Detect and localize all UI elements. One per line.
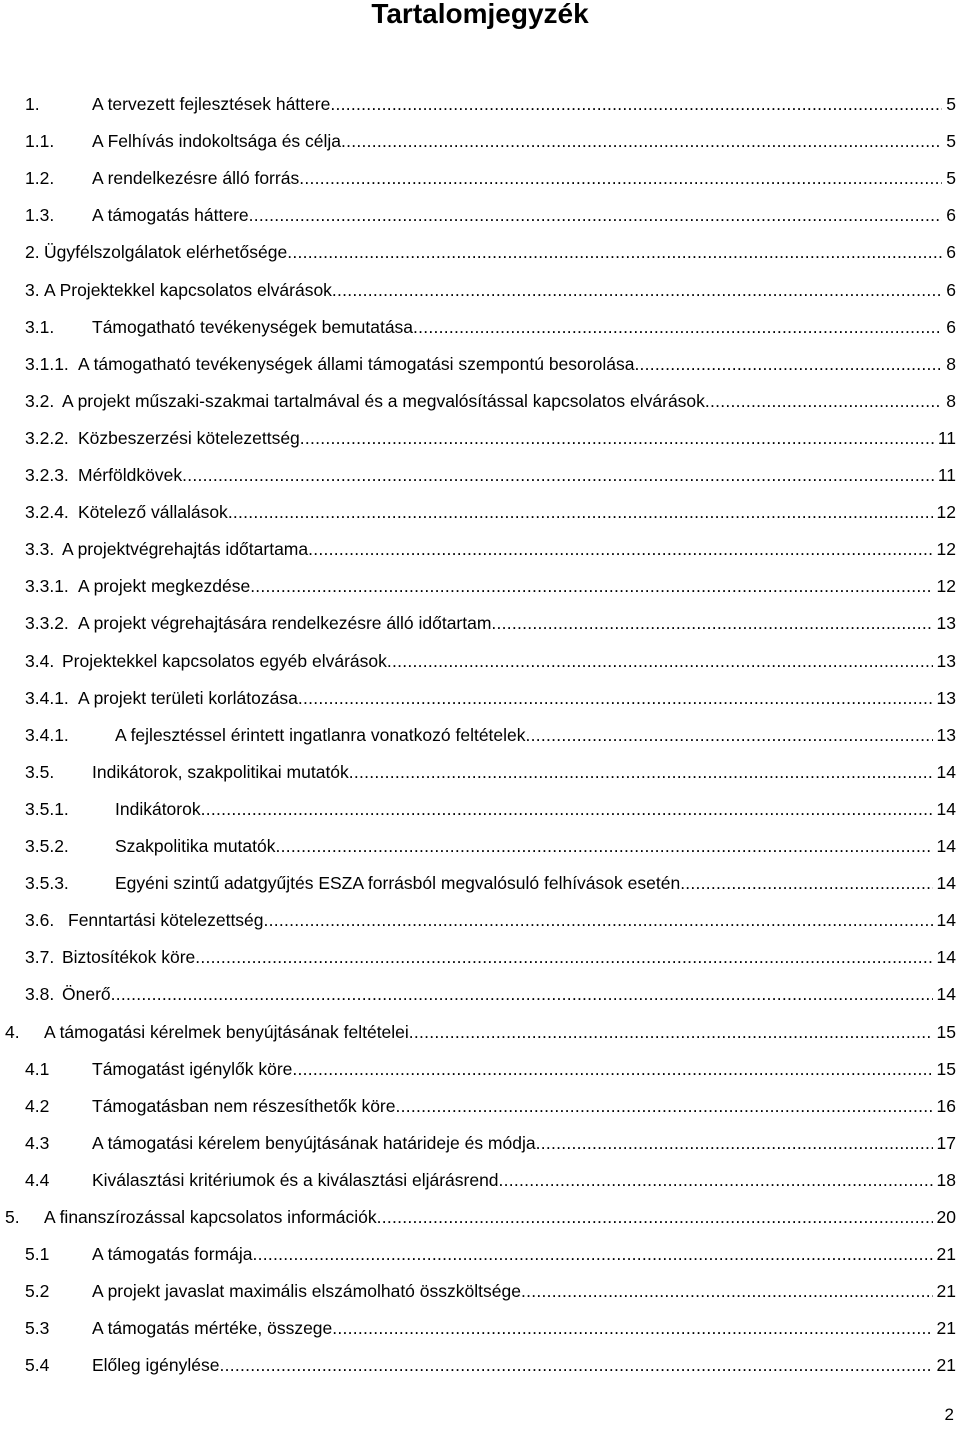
toc-entry-number: 4.	[5, 1021, 20, 1042]
toc-entry-number: 3.3.2.	[25, 613, 69, 634]
toc-entry[interactable]	[0, 945, 960, 969]
toc-entry-label: A támogatás mértéke, összege	[92, 1318, 333, 1339]
toc-entry-label: A projekt területi korlátozása	[78, 687, 298, 708]
toc-entry[interactable]	[0, 1242, 960, 1266]
toc-entry-label: A rendelkezésre álló forrás	[92, 168, 300, 189]
toc-entry-label: Ügyfélszolgálatok elérhetősége	[44, 242, 288, 263]
toc-entry-number: 3.1.	[25, 316, 55, 337]
toc-entry-page: 13	[936, 613, 956, 634]
toc-dot-leader	[680, 871, 932, 895]
toc-entry-label: A tervezett fejlesztések háttere	[92, 94, 331, 114]
toc-entry-page: 14	[936, 947, 956, 968]
toc-entry-number: 3.3.	[25, 539, 55, 560]
toc-dot-leader	[413, 315, 942, 339]
toc-dot-leader	[195, 945, 932, 969]
toc-dot-leader	[377, 1205, 933, 1229]
toc-entry-number: 3.4.	[25, 650, 55, 671]
toc-entry[interactable]	[0, 1094, 960, 1118]
toc-entry-page: 13	[936, 724, 956, 745]
toc-entry[interactable]	[0, 649, 960, 673]
toc-entry-label: Indikátorok	[115, 798, 201, 819]
toc-dot-leader	[341, 129, 942, 153]
toc-entry-number: 3.2.4.	[25, 502, 69, 523]
toc-entry-label: Mérföldkövek	[78, 465, 183, 485]
toc-entry[interactable]	[0, 537, 960, 561]
toc-dot-leader	[332, 1316, 932, 1340]
toc-entry[interactable]	[0, 1316, 960, 1340]
toc-dot-leader	[499, 1168, 933, 1192]
toc-entry-label: Indikátorok, szakpolitikai mutatók	[92, 761, 349, 782]
toc-entry[interactable]	[0, 834, 960, 858]
toc-entry-number: 3.6.	[25, 910, 55, 931]
toc-dot-leader	[536, 1131, 933, 1155]
toc-entry[interactable]	[0, 166, 960, 190]
toc-entry-number: 4.4	[25, 1169, 50, 1190]
toc-entry-label: A támogatás háttere	[92, 205, 249, 226]
toc-entry-label: A fejlesztéssel érintett ingatlanra vonatkozó feltételek	[115, 724, 526, 745]
toc-entry[interactable]	[0, 240, 960, 264]
toc-entry-page: 18	[936, 1169, 956, 1190]
toc-entry-label: A projekt megkezdése	[78, 576, 251, 597]
toc-entry-number: 4.2	[25, 1095, 50, 1116]
toc-entry-label: A projektvégrehajtás időtartama	[62, 539, 309, 560]
toc-dot-leader	[332, 278, 942, 302]
toc-dot-leader	[409, 1020, 933, 1044]
toc-dot-leader	[264, 908, 933, 932]
toc-entry[interactable]	[0, 1279, 960, 1303]
toc-entry-page: 21	[936, 1281, 956, 1302]
toc-entry-page: 15	[936, 1058, 956, 1079]
page-title: Tartalomjegyzék	[371, 0, 589, 29]
toc-entry-page: 6	[946, 279, 956, 300]
toc-entry-label: Szakpolitika mutatók	[115, 836, 276, 856]
toc-entry-number: 4.1	[25, 1058, 50, 1079]
toc-entry-page: 11	[937, 465, 956, 485]
toc-dot-leader	[298, 686, 933, 710]
toc-entry-label: Közbeszerzési kötelezettség	[78, 427, 300, 448]
toc-entry-label: Támogatható tevékenységek bemutatása	[92, 316, 414, 337]
toc-entry-label: Fenntartási kötelezettség	[68, 910, 264, 931]
toc-dot-leader	[308, 537, 932, 561]
toc-entry[interactable]	[0, 203, 960, 227]
toc-entry[interactable]	[0, 982, 960, 1006]
toc-entry[interactable]	[0, 611, 960, 635]
toc-entry[interactable]	[0, 426, 960, 450]
toc-entry[interactable]	[0, 797, 960, 821]
toc-entry[interactable]	[0, 500, 960, 524]
toc-entry-number: 3.5.	[25, 761, 55, 782]
toc-entry-label: A projekt végrehajtására rendelkezésre álló időtartam	[78, 613, 492, 634]
toc-entry-number: 5.4	[25, 1355, 50, 1376]
toc-entry-label: A támogatási kérelmek benyújtásának feltételei	[44, 1021, 409, 1042]
toc-dot-leader	[276, 834, 933, 858]
page-number: 2	[944, 1405, 954, 1424]
toc-entry-page: 13	[936, 687, 956, 708]
toc-entry[interactable]	[0, 574, 960, 598]
toc-dot-leader	[219, 1353, 932, 1377]
toc-entry-number: 5.2	[25, 1281, 50, 1302]
toc-entry[interactable]	[0, 760, 960, 784]
toc-entry[interactable]	[0, 389, 960, 413]
toc-entry[interactable]	[0, 1020, 960, 1044]
toc-dot-leader	[228, 500, 933, 524]
toc-entry-number: 3.5.1.	[25, 798, 69, 819]
toc-entry-number: 3.5.3.	[25, 873, 69, 894]
toc-entry-page: 5	[946, 168, 956, 189]
toc-dot-leader	[521, 1279, 933, 1303]
toc-entry[interactable]	[0, 1353, 960, 1377]
toc-entry-page: 14	[936, 798, 956, 819]
toc-dot-leader	[249, 203, 943, 227]
toc-entry-label: A támogatás formája	[92, 1244, 253, 1265]
toc-dot-leader	[250, 574, 932, 598]
toc-entry[interactable]	[0, 723, 960, 747]
toc-entry-page: 8	[946, 353, 956, 374]
toc-entry-number: 3.3.1.	[25, 576, 69, 597]
toc-dot-leader	[111, 982, 933, 1006]
toc-entry-label: A támogatási kérelem benyújtásának határideje és módja	[92, 1132, 536, 1153]
toc-entry-label: A Projektekkel kapcsolatos elvárások	[44, 279, 332, 300]
toc-entry-page: 16	[936, 1095, 956, 1116]
toc-entry-label: Önerő	[62, 984, 111, 1005]
toc-entry[interactable]	[0, 1168, 960, 1192]
toc-entry-number: 3.7.	[25, 947, 55, 968]
toc-entry-number: 5.	[5, 1207, 20, 1227]
toc-entry[interactable]	[0, 129, 960, 153]
toc-entry-page: 14	[936, 984, 956, 1005]
toc-dot-leader	[300, 426, 934, 450]
toc-entry[interactable]	[0, 463, 960, 487]
toc-entry-page: 12	[936, 502, 956, 523]
toc-entry-page: 14	[936, 910, 956, 931]
toc-entry[interactable]	[0, 871, 960, 895]
toc-entry-label: A projekt javaslat maximális elszámolható összköltsége	[92, 1281, 521, 1302]
toc-entry-label: A Felhívás indokoltsága és célja	[92, 131, 342, 152]
toc-entry-label: A finanszírozással kapcsolatos információk	[44, 1207, 377, 1227]
toc-entry[interactable]	[0, 315, 960, 339]
toc-entry-page: 6	[946, 205, 956, 226]
toc-entry-number: 3.2.	[25, 390, 55, 411]
toc-dot-leader	[491, 611, 932, 635]
toc-entry-page: 6	[946, 316, 956, 337]
toc-entry-number: 4.3	[25, 1132, 50, 1153]
toc-entry-number: 3.4.1.	[25, 687, 69, 708]
toc-dot-leader	[349, 760, 933, 784]
toc-entry-page: 12	[936, 576, 956, 597]
toc-entry[interactable]	[0, 1205, 960, 1229]
toc-dot-leader	[705, 389, 942, 413]
toc-entry-label: Támogatásban nem részesíthetők köre	[92, 1095, 396, 1116]
toc-dot-leader	[396, 1094, 933, 1118]
toc-entry-page: 5	[946, 131, 956, 152]
toc-entry[interactable]	[0, 908, 960, 932]
toc-entry-number: 3.5.2.	[25, 836, 69, 856]
toc-entry[interactable]	[0, 92, 960, 116]
toc-entry-label: Kiválasztási kritériumok és a kiválasztási eljárásrend	[92, 1169, 499, 1190]
toc-dot-leader	[292, 1057, 932, 1081]
toc-entry-page: 21	[936, 1318, 956, 1339]
toc-entry-page: 13	[936, 650, 956, 671]
toc-dot-leader	[526, 723, 933, 747]
toc-entry-page: 8	[946, 390, 956, 411]
toc-entry-label: Projektekkel kapcsolatos egyéb elvárások	[62, 650, 387, 671]
toc-entry-number: 5.1	[25, 1244, 50, 1265]
toc-entry-number: 1.1.	[25, 131, 55, 152]
toc-entry-label: Előleg igénylése	[92, 1355, 220, 1376]
toc-entry-number: 5.3	[25, 1318, 50, 1339]
toc-entry-number: 3.2.2.	[25, 427, 69, 448]
toc-entry-number: 3.4.1.	[25, 724, 69, 745]
toc-entry-page: 5	[946, 94, 956, 114]
toc-entry-number: 1.3.	[25, 205, 55, 226]
toc-entry[interactable]	[0, 1131, 960, 1155]
toc-dot-leader	[387, 649, 933, 673]
toc-entry-page: 11	[937, 427, 956, 448]
toc-entry[interactable]	[0, 686, 960, 710]
toc-dot-leader	[299, 166, 942, 190]
toc-entry[interactable]	[0, 1057, 960, 1081]
toc-dot-leader	[287, 240, 942, 264]
toc-entry[interactable]	[0, 352, 960, 376]
toc-dot-leader	[634, 352, 942, 376]
toc-entry-page: 14	[936, 836, 956, 856]
toc-entry-number: 3.8.	[25, 984, 55, 1005]
toc-entry-number: 3.	[25, 279, 40, 300]
toc-dot-leader	[182, 463, 934, 487]
toc-entry-page: 14	[936, 873, 956, 894]
toc-entry[interactable]	[0, 278, 960, 302]
toc-dot-leader	[201, 797, 933, 821]
toc-entry-page: 14	[936, 761, 956, 782]
toc-entry-number: 3.2.3.	[25, 465, 69, 485]
toc-entry-page: 6	[946, 242, 956, 263]
toc-entry-number: 1.	[25, 94, 40, 114]
toc-entry-label: A projekt műszaki-szakmai tartalmával és a megvalósítással kapcsolatos elvárások	[62, 390, 705, 411]
toc-entry-page: 15	[936, 1021, 956, 1042]
toc-entry-page: 17	[936, 1132, 956, 1153]
toc-dot-leader	[330, 92, 942, 116]
toc-entry-page: 12	[936, 539, 956, 560]
toc-entry-label: Kötelező vállalások	[78, 502, 228, 523]
toc-entry-page: 21	[936, 1244, 956, 1265]
toc-entry-label: Biztosítékok köre	[62, 947, 196, 968]
toc-entry-label: Egyéni szintű adatgyűjtés ESZA forrásból megvalósuló felhívások esetén	[115, 873, 681, 894]
toc-entry-label: Támogatást igénylők köre	[92, 1058, 293, 1079]
toc-entry-page: 20	[936, 1207, 956, 1227]
toc-entry-number: 2.	[25, 242, 40, 263]
toc-entry-page: 21	[936, 1355, 956, 1376]
toc-dot-leader	[253, 1242, 933, 1266]
toc-entry-number: 3.1.1.	[25, 353, 69, 374]
toc-entry-label: A támogatható tevékenységek állami támogatási szempontú besorolása	[78, 353, 635, 374]
toc-entry-number: 1.2.	[25, 168, 55, 189]
